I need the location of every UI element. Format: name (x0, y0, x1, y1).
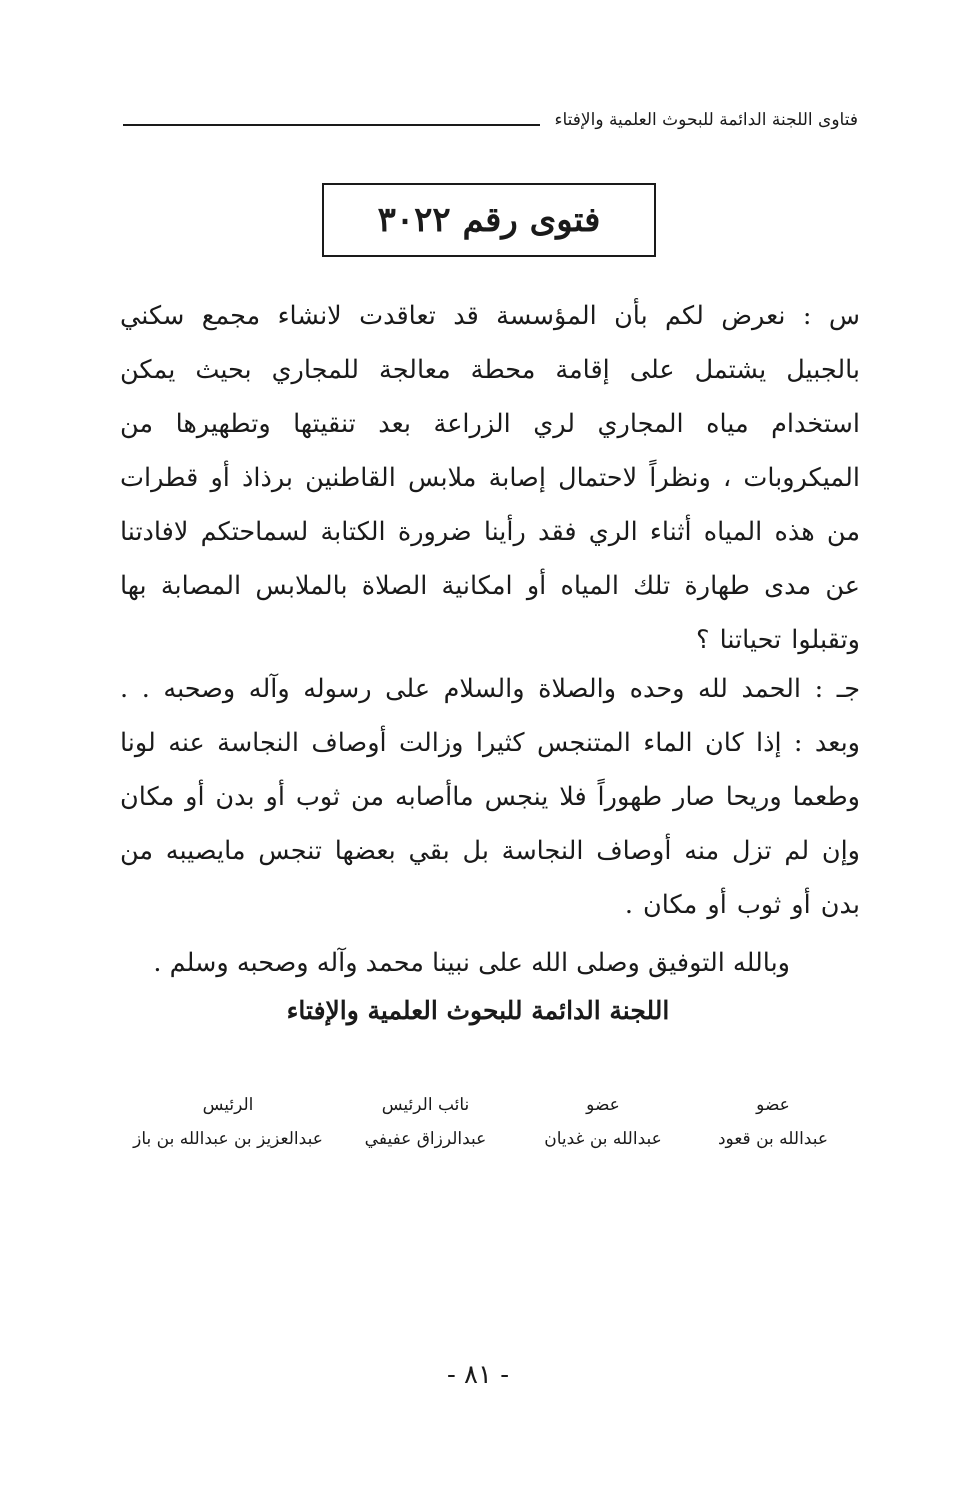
signatory-role: عضو (586, 1095, 620, 1115)
signatory-4 (128, 1088, 328, 1156)
running-header-title: فتاوى اللجنة الدائمة للبحوث العلمية والإفتاء (554, 110, 858, 130)
signatory-name: عبدالله بن غديان (544, 1129, 662, 1149)
signatory-name: عبدالله بن قعود (717, 1129, 828, 1149)
signatory-role: نائب الرئيس (381, 1095, 470, 1115)
signatory-1 (708, 1088, 838, 1156)
signatory-role: عضو (756, 1095, 790, 1115)
signatory-name: عبدالرزاق عفيفي (364, 1129, 487, 1149)
header-rule (123, 124, 540, 126)
running-header (123, 100, 858, 134)
fatwa-question: س : نعرض لكم بأن المؤسسة قد تعاقدت لانشاء مجمع سكني بالجبيل يشتمل على إقامة محطة معالجة للمجاري بحيث يمكن استخدام مياه المجاري لري الزراعة بعد تنقيتها وتطهيرها من الميكروبات ، ونظراً لاحتمال إصابة ملابس القاطنين برذاذ أو قطرات من هذه المياه أثناء الري فقد رأينا ضرورة الكتابة لسماحتكم لافادتنا عن مدى طهارة تلك المياه أو امكانية الصلاة بالملابس المصابة بها وتقبلوا تحياتنا ؟ (120, 301, 860, 655)
committee-name: اللجنة الدائمة للبحوث العلمية والإفتاء (286, 996, 670, 1025)
fatwa-answer: جـ : الحمد لله وحده والصلاة والسلام على رسوله وآله وصحبه . . وبعد : إذا كان الماء المتنجس كثيرا وزالت أوصاف النجاسة عنه لونا وطعما وريحا صار طهوراً فلا ينجس ماأصابه من ثوب أو بدن أو مكان وإن لم تزل منه أوصاف النجاسة بل بقي بعضها تنجس مايصيبه من بدن أو ثوب أو مكان . (120, 674, 860, 920)
signatures-block (130, 1088, 838, 1168)
fatwa-closing: وبالله التوفيق وصلى الله على نبينا محمد وآله وصحبه وسلم . (153, 948, 790, 978)
fatwa-title: فتوى رقم ٣٠٢٢ (377, 200, 601, 240)
signatory-3 (343, 1088, 508, 1156)
signatory-name: عبدالعزيز بن عبدالله بن باز (133, 1129, 323, 1149)
page-number: - ٨١ - (446, 1360, 510, 1390)
signatory-2 (528, 1088, 678, 1156)
signatory-role: الرئيس (202, 1095, 254, 1115)
fatwa-title-box (322, 183, 656, 257)
